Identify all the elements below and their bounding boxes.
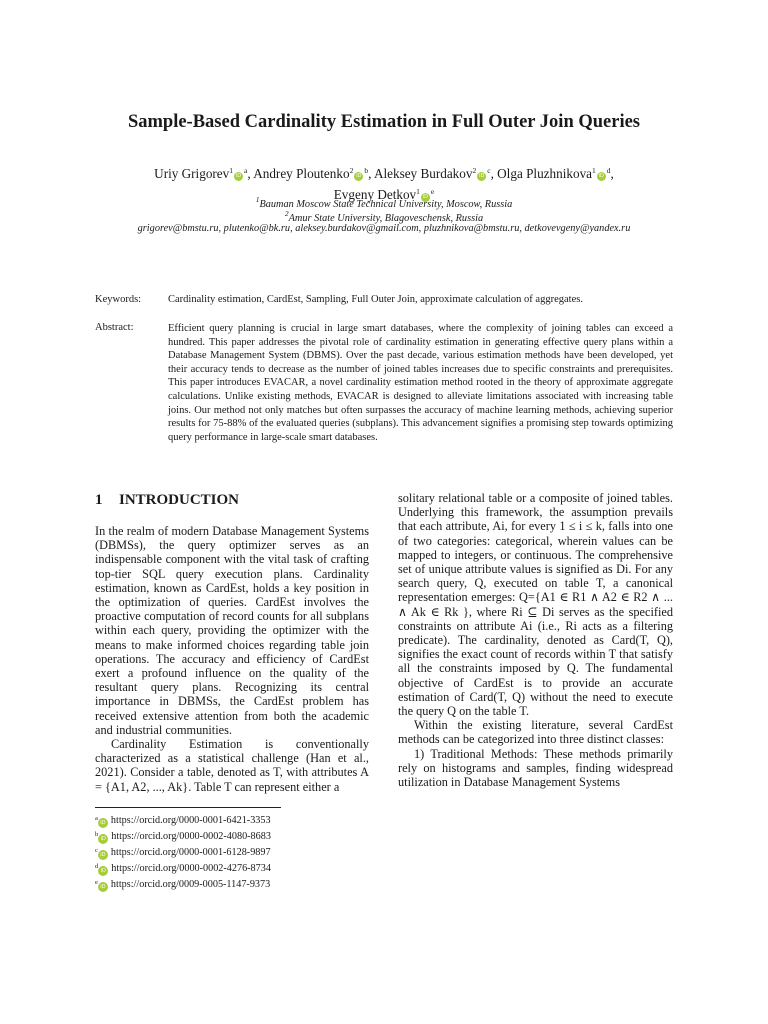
footnote-marker: d <box>95 863 99 870</box>
author-emails: grigorev@bmstu.ru, plutenko@bk.ru, aleksey.burdakov@gmail.com, pluzhnikova@bmstu.ru, detkovevgeny@yandex.ru <box>137 223 631 234</box>
orcid-icon: iD <box>98 882 108 892</box>
affiliation-marker: 2 <box>349 166 354 175</box>
right-column <box>398 491 673 789</box>
author-name: Andrey Ploutenko <box>253 166 350 181</box>
footnote <box>95 812 271 828</box>
affiliation-marker: 2 <box>472 166 477 175</box>
affiliation-text: Amur State University, Blagoveschensk, Russia <box>288 213 484 224</box>
footnote-marker: c <box>95 847 98 854</box>
left-column <box>95 524 369 794</box>
orcid-icon: iD <box>98 818 108 828</box>
author <box>253 166 368 181</box>
paragraph: In the realm of modern Database Management Systems (DBMSs), the query optimizer serves as an indispensable component with the vital task of crafting top-tier SQL query execution plans. Cardinality estimation, known as CardEst, holds a key position in the optimization of queries. CardEst involves the proactive computation of record counts for all subplans within each query, providing the optimizer with the means to make informed choices regarding table join operations. The accuracy and efficiency of CardEst exert a profound influence on the quality of the resultant query plans. Recognizing its central importance in DBMSs, the CardEst problem has received extensive attention from both the academic and industrial communities. <box>95 524 369 737</box>
author-name: Olga Pluzhnikova <box>497 166 593 181</box>
orcid-icon: iD <box>98 834 108 844</box>
footnote-marker: d <box>606 166 611 175</box>
author-name: Evgeny Detkov <box>333 187 417 202</box>
orcid-icon[interactable]: iD <box>235 173 242 179</box>
orcid-link[interactable]: https://orcid.org/0000-0001-6421-3353 <box>110 815 271 826</box>
orcid-link[interactable]: https://orcid.org/0000-0002-4276-8734 <box>111 863 271 874</box>
orcid-icon[interactable]: iD <box>479 173 485 179</box>
section-title: INTRODUCTION <box>119 492 240 508</box>
abstract-text: Efficient query planning is crucial in large smart databases, where the complexity of joining tables can exceed a hundred. This paper addresses the pivotal role of cardinality estimation in generating effective query plans within a Database Management System (DBMS). Over the past decade, various estimation methods have been developed, yet their accuracy tends to decrease as the number of joined tables increases due to specific constraints and prerequisites. This paper introduces EVACAR, a novel cardinality estimation method rooted in the theory of approximate aggregate calculations. Unlike existing methods, EVACAR is designed to alleviate limitations associated with increasing table joins. Our method not only matches but often surpasses the accuracy of machine learning methods, achieving superior results for 75-88% of the evaluated queries (subplans). This advancement signifies a promising step towards optimizing query performance in large-scale smart databases. <box>168 323 673 443</box>
paragraph: Within the existing literature, several CardEst methods can be categorized into three distinct classes: <box>398 718 673 747</box>
footnote-marker: e <box>430 187 435 196</box>
orcid-icon: iD <box>98 850 108 860</box>
footnote-marker: a <box>244 166 248 175</box>
footnote-marker: c <box>487 166 491 175</box>
orcid-icon[interactable]: iD <box>356 173 362 179</box>
footnote-divider <box>95 807 281 808</box>
affiliation-number: 2 <box>284 209 289 218</box>
paragraph: Cardinality Estimation is conventionally characterized as a statistical challenge (Han et al., 2021). Consider a table, denoted as T, with attributes A = {A1, A2, ..., Ak}. Table T can represent either a <box>95 737 369 794</box>
paragraph: solitary relational table or a composite of joined tables. Underlying this framework, the assumption prevails that each attribute, Ai, for every 1 ≤ i ≤ k, falls into one of two categories: categorical, wherein values can be mapped to integers, or continuous. The comprehensive set of unique attribute values is signified as Di. For any search query, Q, executed on table T, a canonical representation emerges: Q={A1 ∈ R1 ∧ A2 ∈ R2 ∧ ... ∧ Ak ∈ Rk }, where Ri ⊆ Di serves as the specified constraints on attribute Ai (i.e., Ri acts as a filtering predicate). The cardinality, denoted as Card(T, Q), signifies the exact count of records within T that satisfy all the constraints imposed by Q. The fundamental objective of CardEst is to provide an accurate estimation of Card(T, Q) without the need to execute the query Q on the table T. <box>398 491 673 719</box>
author <box>497 166 610 181</box>
orcid-link[interactable]: https://orcid.org/0009-0005-1147-9373 <box>110 879 271 890</box>
affiliation-marker: 1 <box>592 166 596 175</box>
footnotes <box>95 812 271 892</box>
affiliation-number: 1 <box>255 195 260 204</box>
footnote <box>95 860 271 876</box>
footnote-marker: b <box>95 831 99 838</box>
author-list: Uriy $Grigorev^1iD^a$, Andrey $Ploutenko^2iD^b$, Aleksey $Burdakov^2iD^c$, Olga $Pluzhnikova^1iD^d$, Evgeny $Detkov^1iD^e$ <box>154 166 614 202</box>
orcid-link[interactable]: https://orcid.org/0000-0002-4080-8683 <box>111 831 271 842</box>
footnote <box>95 828 271 844</box>
footnote <box>95 876 271 892</box>
footnote-marker: b <box>364 166 369 175</box>
abstract-label: Abstract: <box>95 322 134 333</box>
keywords-label: Keywords: <box>95 294 142 305</box>
author <box>154 166 247 181</box>
affiliation-marker: 1 <box>229 166 233 175</box>
author-name: Aleksey Burdakov <box>373 166 473 181</box>
footnote-marker: a <box>95 815 98 822</box>
keywords-text: Cardinality estimation, CardEst, Sampling, Full Outer Join, approximate calculation of aggregates. <box>168 294 583 305</box>
orcid-icon[interactable]: iD <box>598 173 604 179</box>
affiliation-1 <box>0 195 768 210</box>
affiliation-marker: 1 <box>416 187 420 196</box>
footnote <box>95 844 271 860</box>
footnote-marker: e <box>95 879 98 886</box>
orcid-icon: iD <box>98 866 108 876</box>
affiliation-2 <box>0 209 768 224</box>
author <box>374 166 491 181</box>
section-heading <box>95 492 239 509</box>
orcid-link[interactable]: https://orcid.org/0000-0001-6128-9897 <box>110 847 271 858</box>
paragraph: 1) Traditional Methods: These methods primarily rely on histograms and samples, finding widespread utilization in Database Management Systems <box>398 746 673 790</box>
section-number: 1 <box>95 492 103 508</box>
affiliation-text: Bauman Moscow State Technical University, Moscow, Russia <box>259 199 513 210</box>
orcid-icon[interactable]: iD <box>422 194 429 200</box>
paper-title: Sample-Based Cardinality Estimation in Full Outer Join Queries <box>127 112 641 132</box>
author-name: Uriy Grigorev <box>154 166 230 181</box>
